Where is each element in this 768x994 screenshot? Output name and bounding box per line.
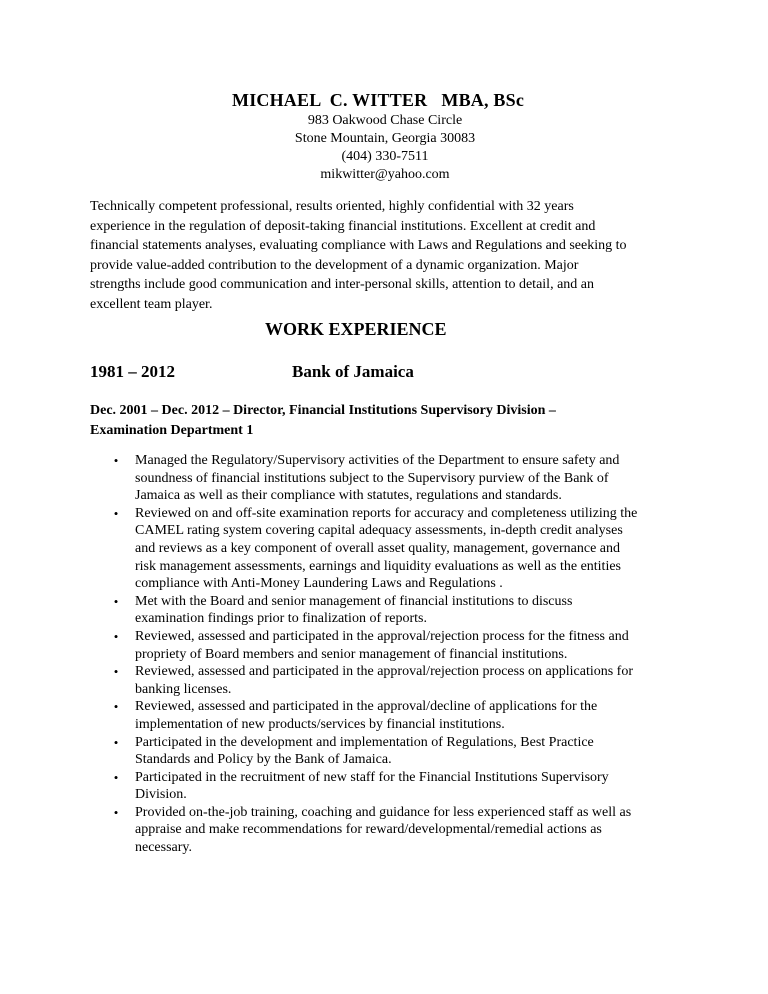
summary-line: strengths include good communication and inter-personal skills, attention to detail, and an <box>90 277 594 293</box>
duty-line: Managed the Regulatory/Supervisory activities of the Department to ensure safety and <box>135 453 620 468</box>
bullet-icon: • <box>113 664 119 680</box>
duty-item <box>108 663 708 698</box>
duties-list <box>108 452 708 857</box>
duty-line: implementation of new products/services by financial institutions. <box>135 716 505 732</box>
duty-item <box>108 452 708 505</box>
work-experience-heading: WORK EXPERIENCE <box>265 319 447 339</box>
duty-item <box>108 593 708 628</box>
duty-line: Reviewed, assessed and participated in the approval/rejection process on applications for <box>135 664 633 680</box>
duty-line: Reviewed, assessed and participated in the approval/rejection process for the fitness and <box>135 628 629 644</box>
duty-line: risk management assessments, earnings and liquidity evaluations as well as the entities <box>135 558 622 574</box>
duty-line: appraise and make recommendations for reward/developmental/remedial actions as <box>135 822 602 838</box>
duty-line: propriety of Board members and senior management of financial institutions. <box>135 646 568 662</box>
bullet-icon: • <box>113 628 119 644</box>
summary-line: provide value-added contribution to the development of a dynamic organization. Major <box>90 257 579 273</box>
address-line-2: Stone Mountain, Georgia 30083 <box>294 131 476 146</box>
duty-item <box>108 769 708 804</box>
duty-line: Participated in the recruitment of new staff for the Financial Institutions Supervisory <box>135 769 609 785</box>
bullet-icon: • <box>113 505 119 521</box>
summary-line: financial statements analyses, evaluating compliance with Laws and Regulations and seeking to <box>90 238 627 254</box>
bullet-icon: • <box>113 769 119 785</box>
duty-line: Standards and Policy by the Bank of Jamaica. <box>135 752 392 768</box>
duty-line: Reviewed on and off-site examination reports for accuracy and completeness utilizing the <box>135 505 638 521</box>
bullet-icon: • <box>113 804 119 820</box>
duty-item <box>108 804 708 857</box>
job-years: 1981 – 2012 <box>90 362 175 381</box>
duty-line: Division. <box>135 787 187 803</box>
duty-item <box>108 698 708 733</box>
duty-line: soundness of financial institutions subject to the Supervisory purview of the Bank of <box>135 470 609 486</box>
professional-summary <box>90 197 690 315</box>
duty-line: examination findings prior to finalization of reports. <box>135 611 427 627</box>
role-title-line: Dec. 2001 – Dec. 2012 – Director, Financial Institutions Supervisory Division – <box>90 403 556 418</box>
duty-line: banking licenses. <box>135 681 232 697</box>
bullet-icon: • <box>113 453 119 468</box>
duty-line: CAMEL rating system covering capital adequacy assessments, in-depth credit analyses <box>135 523 623 539</box>
role-title-line: Examination Department 1 <box>90 423 254 438</box>
duty-line: Reviewed, assessed and participated in the approval/decline of applications for the <box>135 699 598 715</box>
duty-line: Participated in the development and implementation of Regulations, Best Practice <box>135 734 594 750</box>
summary-line: Technically competent professional, results oriented, highly confidential with 32 years <box>90 199 574 214</box>
duty-item <box>108 628 708 663</box>
bullet-icon: • <box>113 593 119 609</box>
duty-line: Provided on-the-job training, coaching and guidance for less experienced staff as well as <box>135 804 632 820</box>
duty-line: necessary. <box>135 840 193 856</box>
duty-line: Jamaica as well as their compliance with statutes, regulations and standards. <box>135 488 562 504</box>
candidate-name: MICHAEL C. WITTER MBA, BSc <box>232 90 525 110</box>
duty-line: compliance with Anti-Money Laundering Laws and Regulations . <box>135 576 503 592</box>
phone-number: (404) 330-7511 <box>341 149 429 164</box>
duty-line: and reviews as a key component of overall asset quality, management, governance and <box>135 540 621 556</box>
summary-line: excellent team player. <box>90 296 213 312</box>
bullet-icon: • <box>113 699 119 715</box>
duty-item <box>108 734 708 769</box>
job-employer: Bank of Jamaica <box>292 362 414 381</box>
summary-line: experience in the regulation of deposit-taking financial institutions. Excellent at credit and <box>90 218 596 234</box>
email-address: mikwitter@yahoo.com <box>320 167 450 182</box>
duty-item <box>108 505 708 593</box>
role-title <box>90 401 710 441</box>
bullet-icon: • <box>113 734 119 750</box>
duty-line: Met with the Board and senior management of financial institutions to discuss <box>135 593 573 609</box>
address-line-1: 983 Oakwood Chase Circle <box>307 113 463 128</box>
